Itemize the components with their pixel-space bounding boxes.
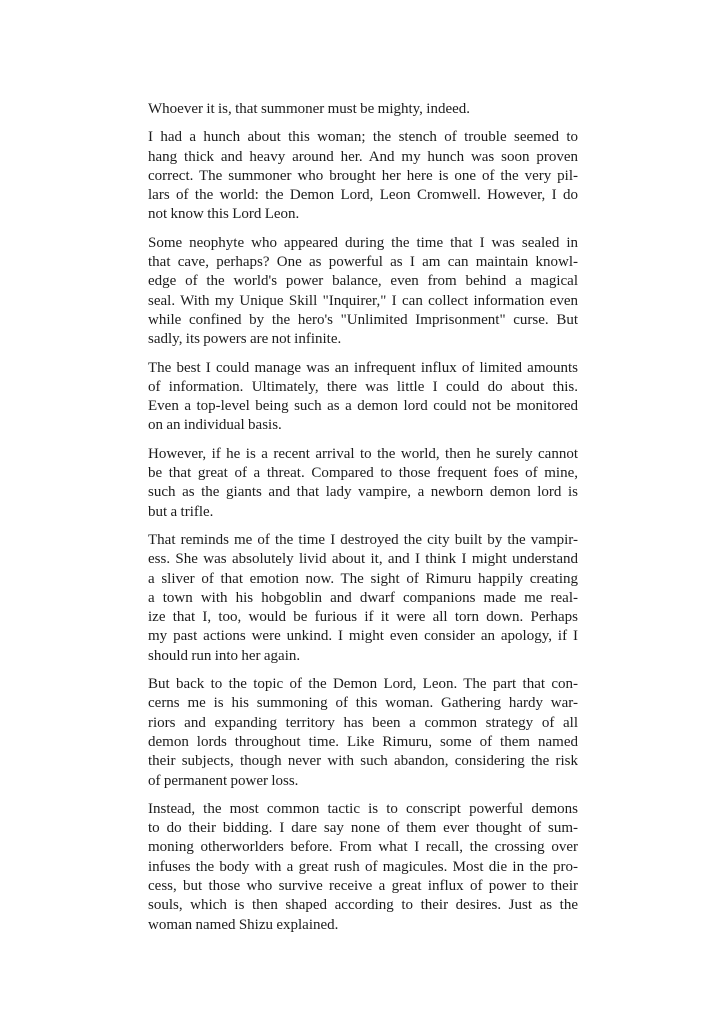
- paragraph: [148, 100, 578, 119]
- paragraph: [148, 445, 578, 522]
- text-line: while confined by the hero's "Unlimited Imprisonment" curse. But: [148, 311, 578, 328]
- paragraph: [148, 675, 578, 791]
- text-line: Some neophyte who appeared during the time that I was sealed in: [148, 234, 578, 251]
- text-line: However, if he is a recent arrival to the world, then he surely cannot: [148, 445, 578, 462]
- text-line: Even a top-level being such as a demon lord could not be monitored: [148, 398, 578, 415]
- text-line: hang thick and heavy around her. And my hunch was soon proven: [148, 148, 578, 165]
- text-line: ize that I, too, would be furious if it were all torn down. Perhaps: [148, 609, 578, 626]
- text-line: cerns me is his summoning of this woman. Gathering hardy war-: [148, 695, 578, 712]
- text-line: souls, which is then shaped according to their desires. Just as the: [148, 897, 578, 914]
- text-line: demon lords throughout time. Like Rimuru, some of them named: [148, 733, 578, 750]
- text-line: a town with his hobgoblin and dwarf companions made me real-: [148, 589, 578, 606]
- text-line: edge of the world's power balance, even from behind a magical: [148, 273, 578, 290]
- paragraph: [148, 531, 578, 666]
- text-line: lars of the world: the Demon Lord, Leon Cromwell. However, I do: [148, 187, 578, 204]
- text-line: correct. The summoner who brought her here is one of the very pil-: [148, 167, 578, 184]
- text-line: be that great of a threat. Compared to those frequent foes of mine,: [148, 465, 578, 482]
- text-line: sadly, its powers are not infinite.: [148, 331, 342, 348]
- paragraph: [148, 234, 578, 350]
- paragraph: [148, 128, 578, 224]
- text-line: a sliver of that emotion now. The sight of Rimuru happily creating: [148, 570, 578, 587]
- text-line: that cave, perhaps? One as powerful as I am can maintain knowl-: [148, 254, 578, 271]
- text-line: ess. She was absolutely livid about it, and I think I might understand: [148, 551, 578, 568]
- text-line: That reminds me of the time I destroyed the city built by the vampir-: [148, 531, 578, 548]
- text-line: of permanent power loss.: [148, 772, 299, 789]
- text-line: to do their bidding. I dare say none of them ever thought of sum-: [148, 820, 578, 837]
- text-line: But back to the topic of the Demon Lord, Leon. The part that con-: [148, 676, 578, 693]
- text-line: seal. With my Unique Skill "Inquirer," I can collect information even: [148, 292, 578, 309]
- text-line: I had a hunch about this woman; the stench of trouble seemed to: [148, 129, 578, 146]
- text-line: not know this Lord Leon.: [148, 206, 300, 223]
- text-line: cess, but those who survive receive a great influx of power to their: [148, 877, 578, 894]
- text-line: riors and expanding territory has been a common strategy of all: [148, 714, 578, 731]
- text-line: moning otherworlders before. From what I recall, the crossing over: [148, 839, 578, 856]
- text-line: The best I could manage was an infrequent influx of limited amounts: [148, 359, 578, 376]
- text-line: of information. Ultimately, there was little I could do about this.: [148, 378, 578, 395]
- text-line: should run into her again.: [148, 647, 301, 664]
- paragraph: [148, 800, 578, 935]
- text-line: their subjects, though never with such abandon, considering the risk: [148, 753, 578, 770]
- text-line: my past actions were unkind. I might even consider an apology, if I: [148, 628, 578, 645]
- text-line: Whoever it is, that summoner must be mighty, indeed.: [148, 101, 471, 117]
- text-line: infuses the body with a great rush of magicules. Most die in the pro-: [148, 858, 578, 875]
- text-line: such as the giants and that lady vampire, a newborn demon lord is: [148, 484, 578, 501]
- text-line: woman named Shizu explained.: [148, 916, 339, 933]
- text-line: Instead, the most common tactic is to conscript powerful demons: [148, 800, 578, 817]
- page-text: [148, 100, 578, 944]
- text-line: but a trifle.: [148, 503, 214, 520]
- text-line: on an individual basis.: [148, 417, 282, 434]
- paragraph: [148, 359, 578, 436]
